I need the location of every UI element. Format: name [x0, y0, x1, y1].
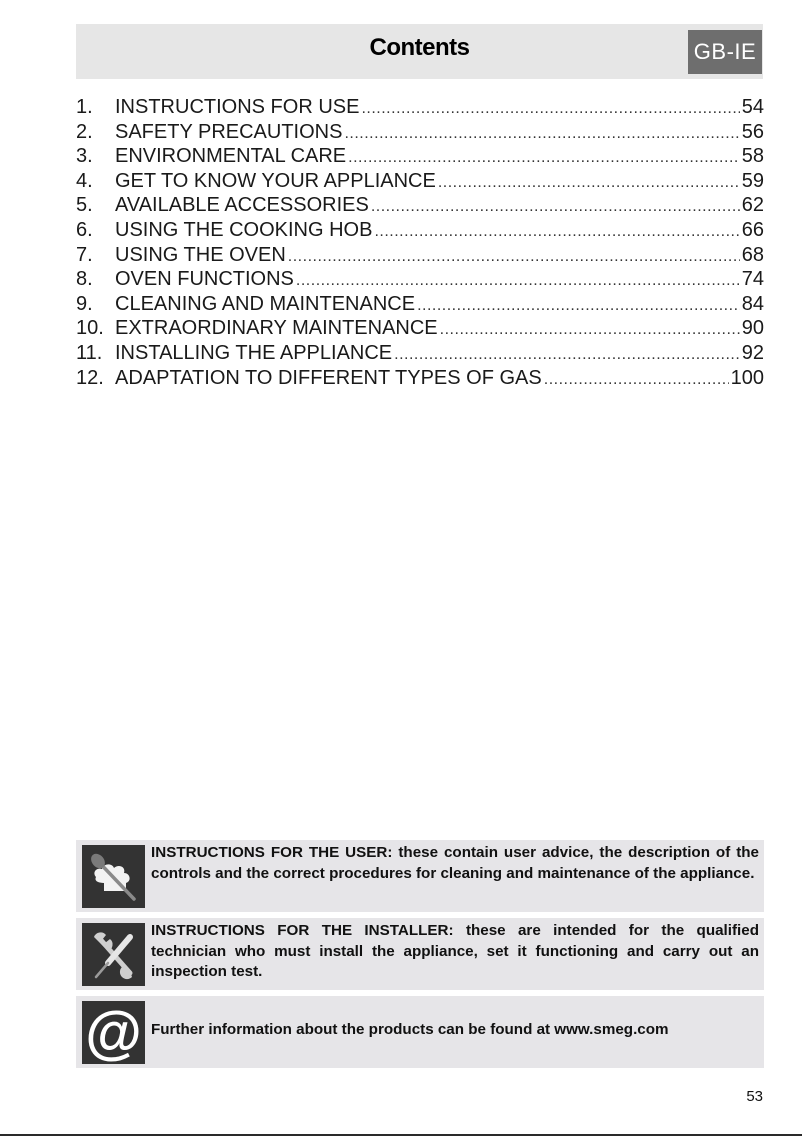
toc-number: 11.: [76, 341, 103, 364]
toc-title: INSTALLING THE APPLIANCE: [115, 341, 393, 364]
toc-page: 54: [741, 96, 764, 118]
toc-item[interactable]: [76, 268, 764, 293]
toc-title: USING THE COOKING HOB: [115, 218, 373, 241]
toc-page: 84: [741, 292, 764, 315]
toc-item[interactable]: [76, 145, 764, 170]
toc-item[interactable]: [76, 219, 764, 244]
dot-leader: [374, 219, 739, 242]
user-instructions-text: INSTRUCTIONS FOR THE USER: these contain user advice, the description of the controls and the correct procedures for cleaning and maintenance of the appliance.: [151, 844, 759, 882]
toc-number: 10.: [76, 317, 104, 340]
toc-title: ENVIRONMENTAL CARE: [115, 145, 347, 168]
contents-header: [76, 24, 763, 79]
page-number: 53: [746, 1088, 763, 1105]
toc-number: 6.: [76, 218, 93, 241]
toc-item[interactable]: [76, 367, 764, 392]
toc-title: ADAPTATION TO DIFFERENT TYPES OF GAS: [115, 366, 542, 389]
toc-number: 1.: [76, 96, 93, 118]
dot-leader: [417, 293, 740, 316]
toc-title: GET TO KNOW YOUR APPLIANCE: [115, 169, 436, 192]
toc-title: SAFETY PRECAUTIONS: [115, 120, 343, 143]
toc-number: 3.: [76, 145, 93, 168]
toc-title: EXTRAORDINARY MAINTENANCE: [115, 317, 438, 340]
toc-title: INSTRUCTIONS FOR USE: [115, 96, 360, 118]
toc-page: 59: [741, 169, 764, 192]
dot-leader: [438, 170, 740, 193]
toc-page: 56: [741, 120, 764, 143]
toc-number: 9.: [76, 292, 93, 315]
toc-page: 58: [741, 145, 764, 168]
toc-title: USING THE OVEN: [115, 243, 286, 266]
toc-number: 4.: [76, 169, 93, 192]
dot-leader: [394, 342, 740, 365]
toc-page: 66: [741, 218, 764, 241]
toc-page: 100: [730, 366, 764, 389]
user-instructions-box: [76, 840, 764, 912]
dot-leader: [344, 121, 739, 144]
toc-number: 8.: [76, 268, 93, 291]
dot-leader: [544, 367, 729, 390]
language-badge: GB-IE: [688, 30, 762, 74]
page-title: Contents: [369, 34, 470, 61]
toc-item[interactable]: [76, 293, 764, 318]
dot-leader: [440, 317, 740, 340]
toc-page: 90: [741, 317, 764, 340]
toc-item[interactable]: [76, 96, 764, 121]
toc-title: CLEANING AND MAINTENANCE: [115, 292, 416, 315]
toc-number: 12.: [76, 366, 104, 389]
dot-leader: [288, 244, 740, 267]
installer-instructions-text: INSTRUCTIONS FOR THE INSTALLER: these are intended for the qualified technician who must install the appliance, set it functioning and carry out an inspection test.: [151, 922, 759, 981]
toc-number: 2.: [76, 120, 93, 143]
toc-item[interactable]: [76, 194, 764, 219]
toc-item[interactable]: [76, 342, 764, 367]
table-of-contents: [76, 96, 764, 391]
toc-page: 92: [741, 341, 764, 364]
toc-title: AVAILABLE ACCESSORIES: [115, 194, 369, 217]
dot-leader: [371, 194, 740, 217]
further-info-box: [76, 996, 764, 1068]
toc-item[interactable]: [76, 170, 764, 195]
toc-number: 5.: [76, 194, 93, 217]
toc-title: OVEN FUNCTIONS: [115, 268, 294, 291]
dot-leader: [296, 268, 740, 291]
dot-leader: [348, 145, 740, 168]
chef-hat-spoon-icon: [82, 845, 145, 908]
further-info-text: Further information about the products can be found at www.smeg.com: [151, 1021, 669, 1038]
wrench-screwdriver-icon: [82, 923, 145, 986]
toc-item[interactable]: [76, 317, 764, 342]
installer-instructions-box: [76, 918, 764, 990]
at-sign-icon: @: [82, 1001, 145, 1064]
toc-page: 74: [741, 268, 764, 291]
toc-page: 62: [741, 194, 764, 217]
toc-page: 68: [741, 243, 764, 266]
toc-item[interactable]: [76, 244, 764, 269]
toc-item[interactable]: [76, 121, 764, 146]
dot-leader: [361, 96, 739, 119]
toc-number: 7.: [76, 243, 93, 266]
